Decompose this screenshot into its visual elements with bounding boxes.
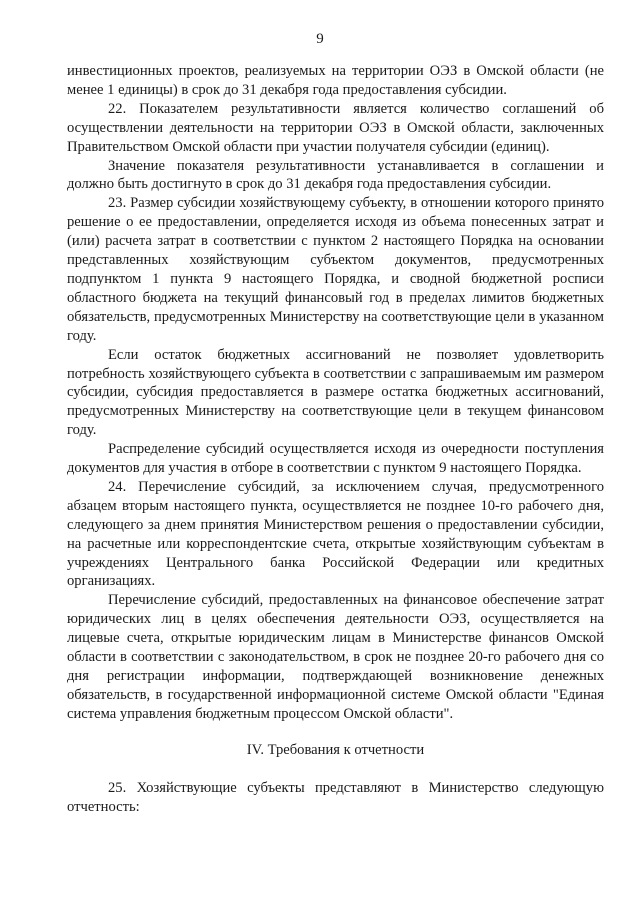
section-heading: IV. Требования к отчетности [246, 741, 425, 758]
page-number: 9 [316, 31, 324, 47]
paragraph-22: 22. Показателем результативности является количество соглашений об осуществлении деятельности на территории ОЭЗ в Омской области, заключенных Правительством Омской области при участии получателя субсидии (единиц). [67, 100, 604, 155]
paragraph-23: 23. Размер субсидии хозяйствующему субъекту, в отношении которого принято решение о ее предоставлении, определяется исходя из объема понесенных затрат и (или) расчета затрат в соответствии с пунктом 2 настоящего Порядка на основании представленных хозяйствующим субъектом документов, предусмотренных подпунктом 1 пункта 9 настоящего Порядка, и сводной бюджетной росписи областного бюджета на текущий финансовый год в пределах лимитов бюджетных обязательств, предусмотренных Министерству на соответствующие цели в указанном году. [67, 195, 604, 344]
paragraph-24-second: Перечисление субсидий, предоставленных на финансовое обеспечение затрат юридических лиц в целях обеспечения деятельности ОЭЗ, осуществляется на лицевые счета, открытые юридическим лицам в Министерстве финансов Омской области в соответствии с законодательством, в срок не позднее 20-го рабочего дня со дня регистрации информации, подтверждающей возникновение денежных обязательств, в государственной информационной системе Омской области "Единая система управления бюджетным процессом Омской области". [67, 592, 604, 722]
paragraph-22-indicator-value: Значение показателя результативности устанавливается в соглашении и должно быть достигнуто в срок до 31 декабря года предоставления субсидии. [67, 157, 604, 193]
page-body [67, 62, 604, 816]
paragraph-23-remaining-allocations: Если остаток бюджетных ассигнований не позволяет удовлетворить потребность хозяйствующего субъекта в соответствии с запрашиваемым им размером субсидии, субсидия предоставляется в размере остатка бюджетных ассигнований, предусмотренных Министерству на соответствующие цели в текущем финансовом году. [67, 346, 604, 439]
paragraph-25: 25. Хозяйствующие субъекты представляют в Министерство следующую отчетность: [67, 779, 604, 815]
paragraph-23-distribution: Распределение субсидий осуществляется исходя из очередности поступления документов для участия в отборе в соответствии с пунктом 9 настоящего Порядка. [67, 441, 604, 477]
paragraph-24: 24. Перечисление субсидий, за исключением случая, предусмотренного абзацем вторым настоящего пункта, осуществляется не позднее 10-го рабочего дня, следующего за днем принятия Министерством решения о предоставлении субсидии, на расчетные или корреспондентские счета, открытые хозяйствующим субъектам в учреждениях Центрального банка Российской Федерации или кредитных организациях. [67, 478, 604, 590]
paragraph-continuation: инвестиционных проектов, реализуемых на территории ОЭЗ в Омской области (не менее 1 единицы) в срок до 31 декабря года предоставления субсидии. [67, 63, 604, 98]
